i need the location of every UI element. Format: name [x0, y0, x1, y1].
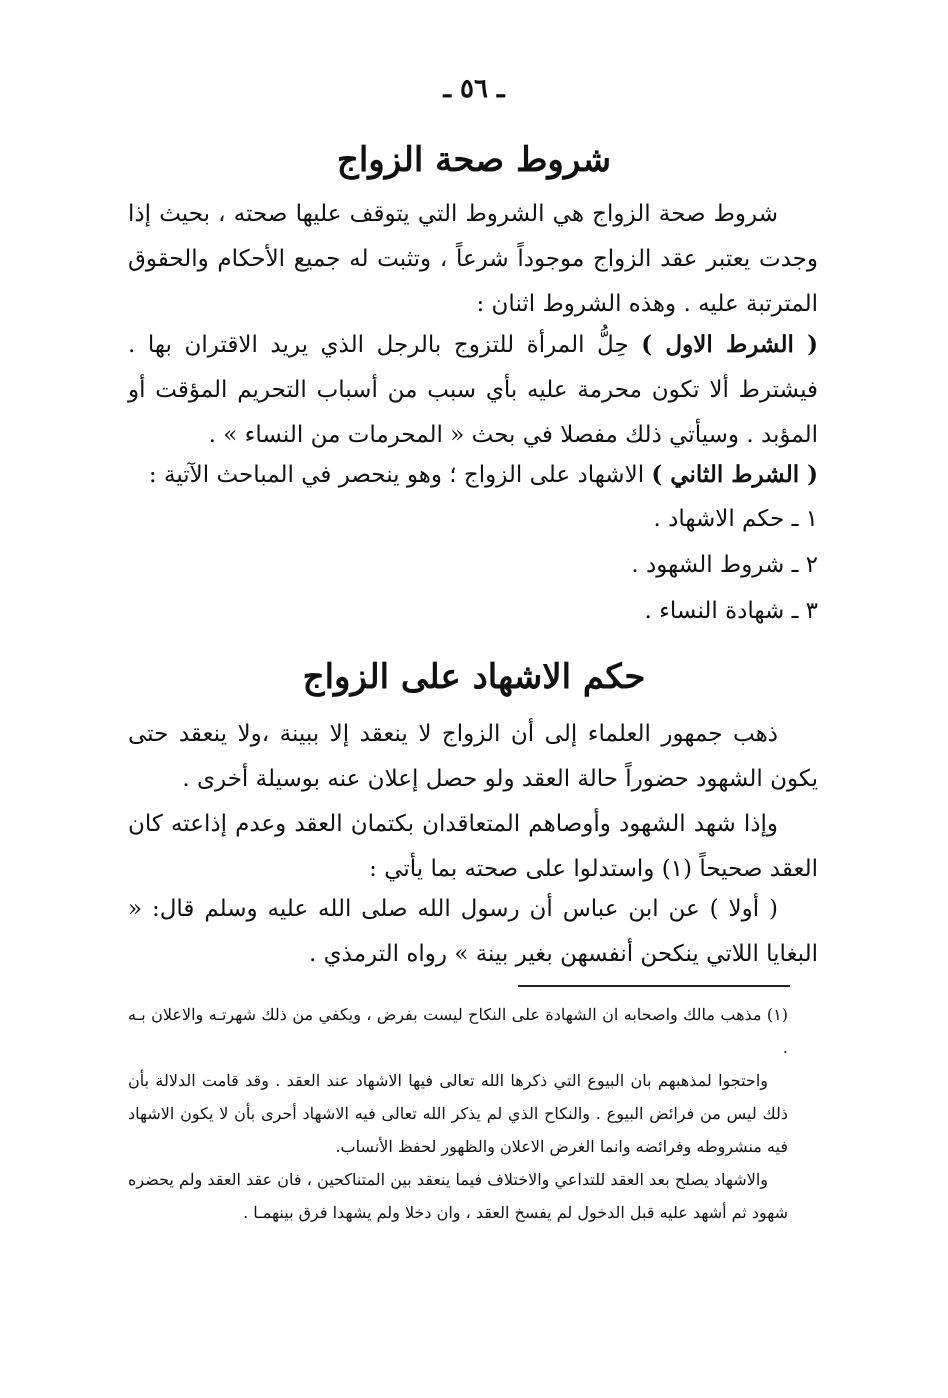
first-condition-paragraph	[128, 322, 818, 458]
secrecy-paragraph: وإذا شهد الشهود وأوصاهم المتعاقدان بكتمان العقد وعدم إذاعته كان العقد صحيحاً (١) واستدلوا على صحته بما يأتي :	[128, 811, 818, 882]
evidence-first-paragraph: ( أولا ) عن ابن عباس أن رسول الله صلى الله عليه وسلم قال: « البغايا اللاتي ينكحن أنفسهن بغير بينة » رواه الترمذي .	[128, 896, 818, 967]
section-title-marriage-validity-conditions: شروط صحة الزواج	[336, 140, 612, 180]
first-condition-label: ( الشرط الاول )	[641, 331, 818, 358]
section-title-witnessing-ruling: حكم الاشهاد على الزواج	[302, 657, 646, 697]
list-item: ١ ـ حكم الاشهاد .	[653, 506, 818, 532]
second-condition-paragraph	[128, 452, 818, 498]
second-condition-label: ( الشرط الثاني )	[651, 461, 818, 488]
majority-opinion-paragraph: ذهب جمهور العلماء إلى أن الزواج لا ينعقد إلا ببينة ،ولا ينعقد حتى يكون الشهود حضوراً حالة العقد ولو حصل إعلان عنه بوسيلة أخرى .	[128, 721, 818, 792]
list-item: ٢ ـ شروط الشهود .	[631, 552, 818, 578]
footnote-1-continuation: واحتجوا لمذهبهم بان البيوع التي ذكرها الله تعالى فيها الاشهاد عند العقد . وقد قامت الدلالة بأن ذلك ليس من فرائض البيوع . والنكاح الذي لم يذكر الله تعالى فيه الاشهاد أحرى بأن لا يكون الاشهاد فيه منشروطه وفرائضه وانما الغرض الاعلان والظهور لحفظ الأنساب.	[128, 1071, 788, 1156]
first-condition-text: حِلُّ المرأة للتزوج بالرجل الذي يريد الاقتران بها . فيشترط ألا تكون محرمة عليه بأي سبب من أسباب التحريم المؤقت أو المؤبد . وسيأتي ذلك مفصلا في بحث « المحرمات من النساء » .	[128, 332, 818, 448]
footnote-1: (١) مذهب مالك واصحابه ان الشهادة على النكاح ليست بفرض ، ويكفي من ذلك شهرتـه والاعلان بـه .	[128, 1005, 788, 1057]
page-number: ـ ٥٦ ـ	[443, 74, 505, 104]
footnote-1-continuation-2: والاشهاد يصلح بعد العقد للتداعي والاختلاف فيما ينعقد بين المتناكحين ، فان عقد العقد ولم يحضره شهود ثم أشهد عليه قبل الدخول لم يفسخ العقد ، وان دخلا ولم يشهدا فرق بينهمـا .	[128, 1170, 788, 1222]
list-item: ٣ ـ شهادة النساء .	[644, 598, 818, 624]
footnote-divider	[518, 985, 790, 987]
second-condition-text: الاشهاد على الزواج ؛ وهو ينحصر في المباحث الآتية :	[148, 462, 652, 488]
topics-list	[128, 496, 818, 634]
footnotes	[128, 998, 788, 1229]
intro-paragraph: شروط صحة الزواج هي الشروط التي يتوقف عليها صحته ، بحيث إذا وجدت يعتبر عقد الزواج موجوداً شرعاً ، وتثبت له جميع الأحكام والحقوق المترتبة عليه . وهذه الشروط اثنان :	[128, 201, 818, 317]
